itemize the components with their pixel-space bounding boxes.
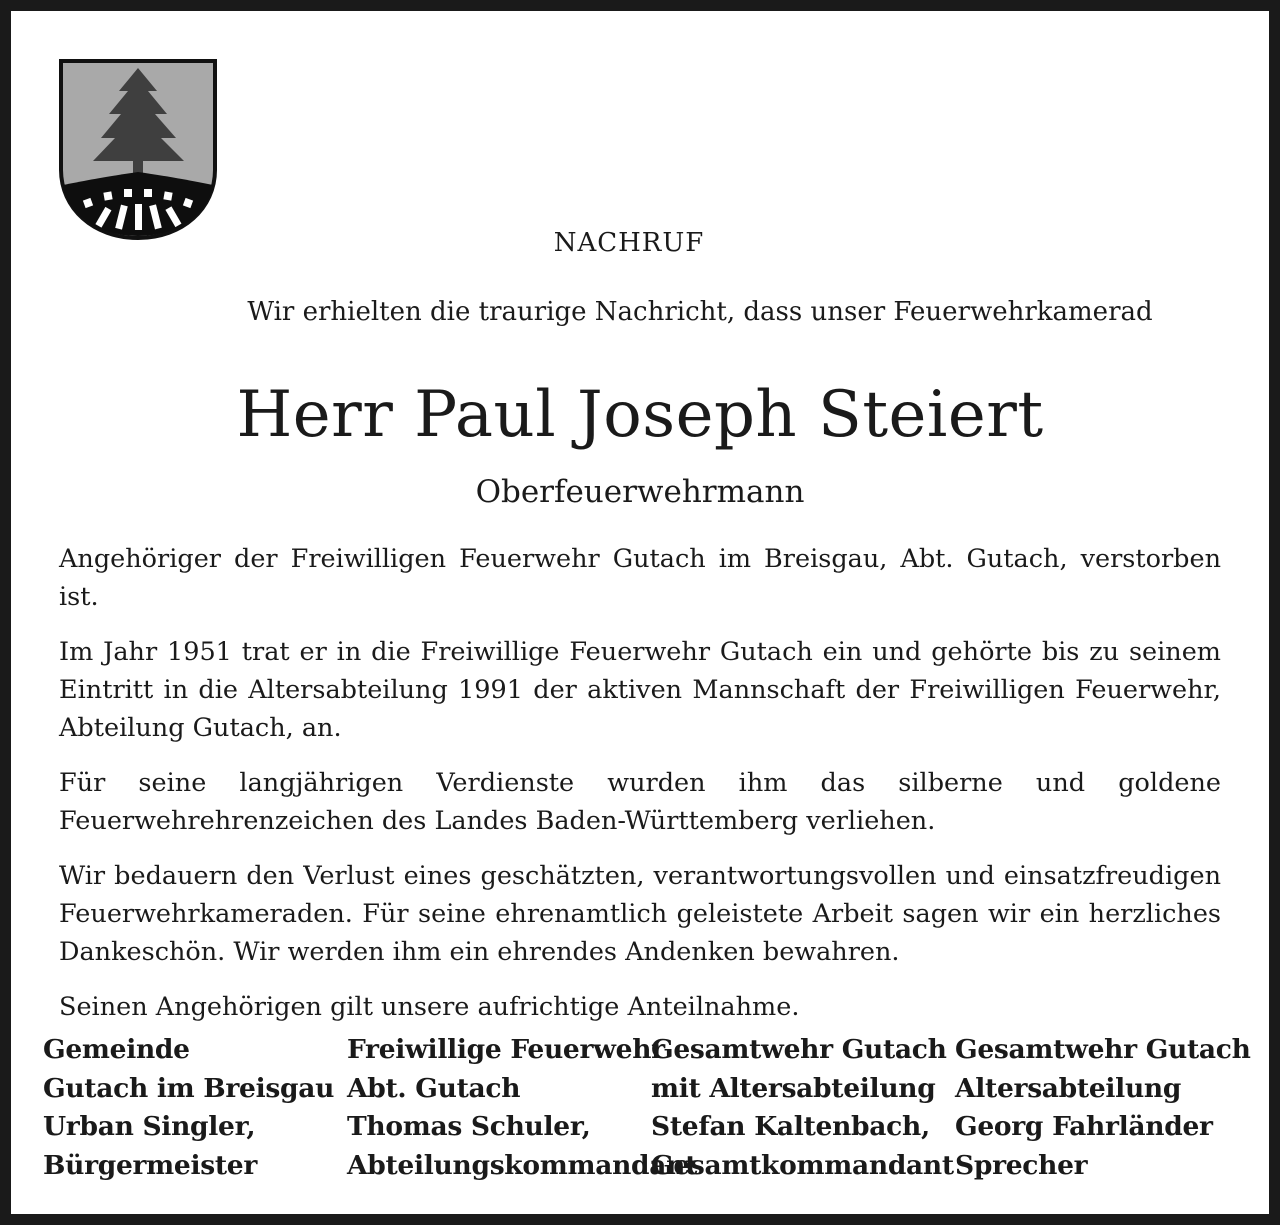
signature-senior-section bbox=[955, 1031, 1259, 1185]
paragraph-history: Im Jahr 1951 trat er in die Freiwillige Feuerwehr Gutach ein und gehörte bis zu seinem Eintritt in die Altersabteilung 1991 der aktiven Mannschaft der Freiwilligen Feuerwehr, Abteilung Gutach, an. bbox=[59, 637, 1221, 743]
signature-line: Gemeinde bbox=[43, 1034, 190, 1065]
signature-line: Urban Singler, bbox=[43, 1111, 256, 1142]
signature-overall-brigade bbox=[651, 1031, 955, 1185]
deceased-name: Herr Paul Joseph Steiert bbox=[236, 378, 1044, 452]
signature-fire-department bbox=[347, 1031, 698, 1185]
signature-line: mit Altersabteilung bbox=[651, 1072, 936, 1104]
signature-line: Stefan Kaltenbach, bbox=[651, 1111, 930, 1142]
paragraph-honors: Für seine langjährigen Verdienste wurden ihm das silberne und goldene Feuerwehrehrenzeichen des Landes Baden-Württemberg verliehen. bbox=[59, 768, 1221, 836]
signature-line: Georg Fahrländer bbox=[955, 1111, 1213, 1142]
signature-block bbox=[43, 1031, 1253, 1185]
signature-line: Gesamtwehr Gutach bbox=[955, 1034, 1251, 1065]
signature-line: Abteilungskommandant bbox=[347, 1149, 698, 1181]
signature-line: Gesamtwehr Gutach bbox=[651, 1034, 947, 1065]
signature-line: Thomas Schuler, bbox=[347, 1111, 591, 1142]
signature-municipality bbox=[43, 1031, 347, 1185]
coat-of-arms-icon bbox=[58, 58, 218, 242]
signature-line: Freiwillige Feuerwehr bbox=[347, 1034, 665, 1065]
signature-line: Sprecher bbox=[955, 1149, 1088, 1181]
signature-line: Gesamtkommandant bbox=[651, 1149, 954, 1181]
signature-line: Altersabteilung bbox=[955, 1072, 1182, 1104]
obituary-body bbox=[59, 540, 1221, 1043]
signature-line: Bürgermeister bbox=[43, 1149, 258, 1181]
signature-line: Gutach im Breisgau bbox=[43, 1072, 335, 1104]
intro-text: Wir erhielten die traurige Nachricht, dass unser Feuerwehrkamerad bbox=[247, 297, 1153, 327]
deceased-rank: Oberfeuerwehrmann bbox=[475, 474, 805, 510]
paragraph-membership: Angehöriger der Freiwilligen Feuerwehr Gutach im Breisgau, Abt. Gutach, verstorben ist. bbox=[59, 544, 1221, 612]
signature-line: Abt. Gutach bbox=[347, 1072, 521, 1104]
page-title: NACHRUF bbox=[553, 228, 705, 258]
paragraph-condolences: Seinen Angehörigen gilt unsere aufrichtige Anteilnahme. bbox=[59, 992, 800, 1022]
paragraph-gratitude: Wir bedauern den Verlust eines geschätzten, verantwortungsvollen und einsatzfreudigen Feuerwehrkameraden. Für seine ehrenamtlich geleistete Arbeit sagen wir ein herzliches Dankeschön. Wir werden ihm ein ehrendes Andenken bewahren. bbox=[59, 861, 1221, 967]
